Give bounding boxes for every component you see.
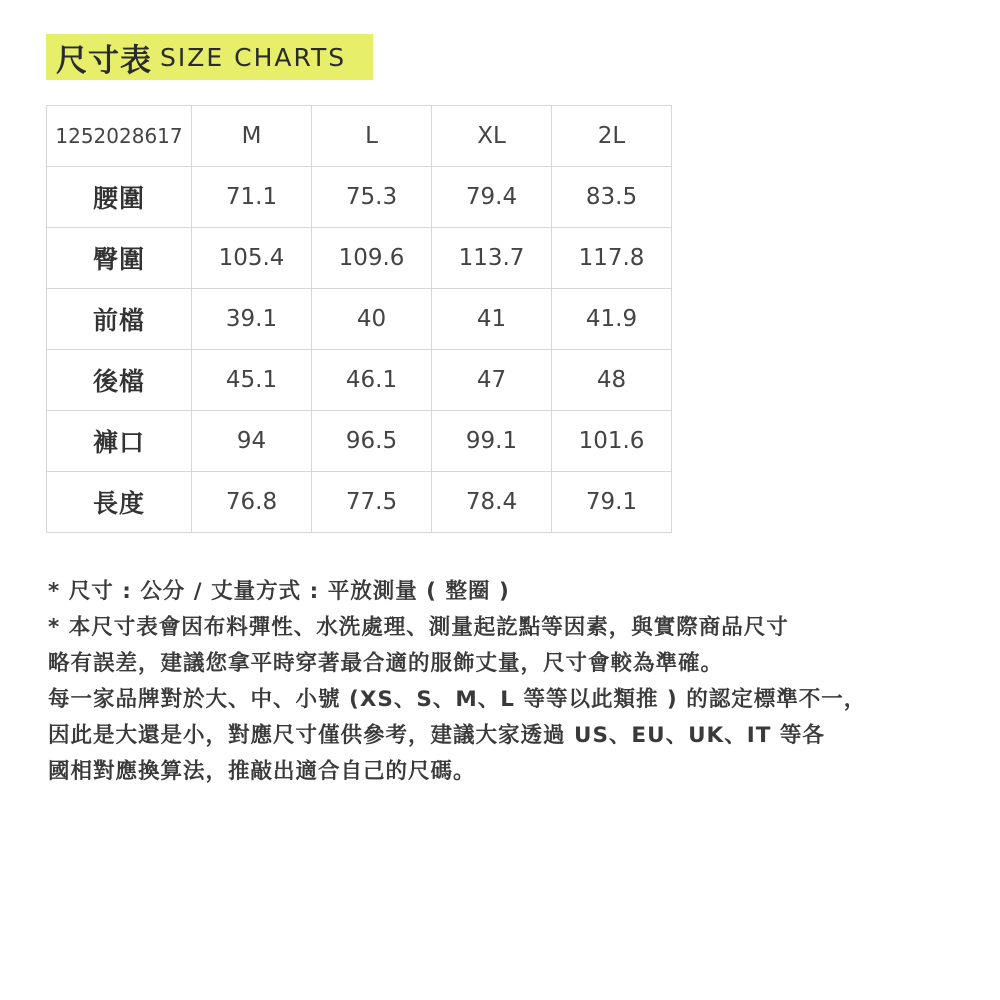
table-cell: 79.4 bbox=[432, 167, 552, 228]
table-cell: 109.6 bbox=[312, 228, 432, 289]
row-label-back-rise: 後檔 bbox=[47, 350, 192, 411]
title-chinese: 尺寸表 bbox=[56, 42, 152, 79]
product-code: 1252028617 bbox=[47, 106, 192, 167]
table-row bbox=[47, 350, 672, 411]
size-table bbox=[46, 105, 672, 533]
size-chart-title bbox=[46, 34, 373, 80]
size-header-l: L bbox=[312, 106, 432, 167]
table-cell: 47 bbox=[432, 350, 552, 411]
table-cell: 46.1 bbox=[312, 350, 432, 411]
note-line: * 本尺寸表會因布料彈性、水洗處理、測量起訖點等因素，與實際商品尺寸 bbox=[48, 615, 789, 640]
table-cell: 39.1 bbox=[192, 289, 312, 350]
table-cell: 76.8 bbox=[192, 472, 312, 533]
table-cell: 48 bbox=[552, 350, 672, 411]
table-cell: 113.7 bbox=[432, 228, 552, 289]
table-cell: 40 bbox=[312, 289, 432, 350]
row-label-hip: 臀圍 bbox=[47, 228, 192, 289]
row-label-length: 長度 bbox=[47, 472, 192, 533]
table-row bbox=[47, 228, 672, 289]
table-row bbox=[47, 411, 672, 472]
table-cell: 78.4 bbox=[432, 472, 552, 533]
table-cell: 105.4 bbox=[192, 228, 312, 289]
table-cell: 94 bbox=[192, 411, 312, 472]
table-cell: 41.9 bbox=[552, 289, 672, 350]
table-cell: 99.1 bbox=[432, 411, 552, 472]
size-notes bbox=[48, 574, 978, 790]
size-header-m: M bbox=[192, 106, 312, 167]
row-label-front-rise: 前檔 bbox=[47, 289, 192, 350]
table-cell: 77.5 bbox=[312, 472, 432, 533]
note-line: 因此是大還是小，對應尺寸僅供參考，建議大家透過 US、EU、UK、IT 等各 bbox=[48, 723, 825, 748]
note-line: 國相對應換算法，推敲出適合自己的尺碼。 bbox=[48, 759, 476, 784]
table-cell: 71.1 bbox=[192, 167, 312, 228]
table-header-row bbox=[47, 106, 672, 167]
note-line: 略有誤差，建議您拿平時穿著最合適的服飾丈量，尺寸會較為準確。 bbox=[48, 651, 724, 676]
title-english: SIZE CHARTS bbox=[160, 42, 347, 72]
table-cell: 96.5 bbox=[312, 411, 432, 472]
table-cell: 101.6 bbox=[552, 411, 672, 472]
table-cell: 117.8 bbox=[552, 228, 672, 289]
note-line: * 尺寸 : 公分 / 丈量方式 : 平放測量 ( 整圈 ) bbox=[48, 579, 510, 604]
table-cell: 45.1 bbox=[192, 350, 312, 411]
size-header-xl: XL bbox=[432, 106, 552, 167]
table-cell: 83.5 bbox=[552, 167, 672, 228]
table-cell: 75.3 bbox=[312, 167, 432, 228]
note-line: 每一家品牌對於大、中、小號 (XS、S、M、L 等等以此類推 ) 的認定標準不一， bbox=[48, 687, 867, 712]
row-label-leg-opening: 褲口 bbox=[47, 411, 192, 472]
table-row bbox=[47, 289, 672, 350]
table-cell: 41 bbox=[432, 289, 552, 350]
table-cell: 79.1 bbox=[552, 472, 672, 533]
table-row bbox=[47, 167, 672, 228]
row-label-waist: 腰圍 bbox=[47, 167, 192, 228]
size-header-2l: 2L bbox=[552, 106, 672, 167]
table-row bbox=[47, 472, 672, 533]
